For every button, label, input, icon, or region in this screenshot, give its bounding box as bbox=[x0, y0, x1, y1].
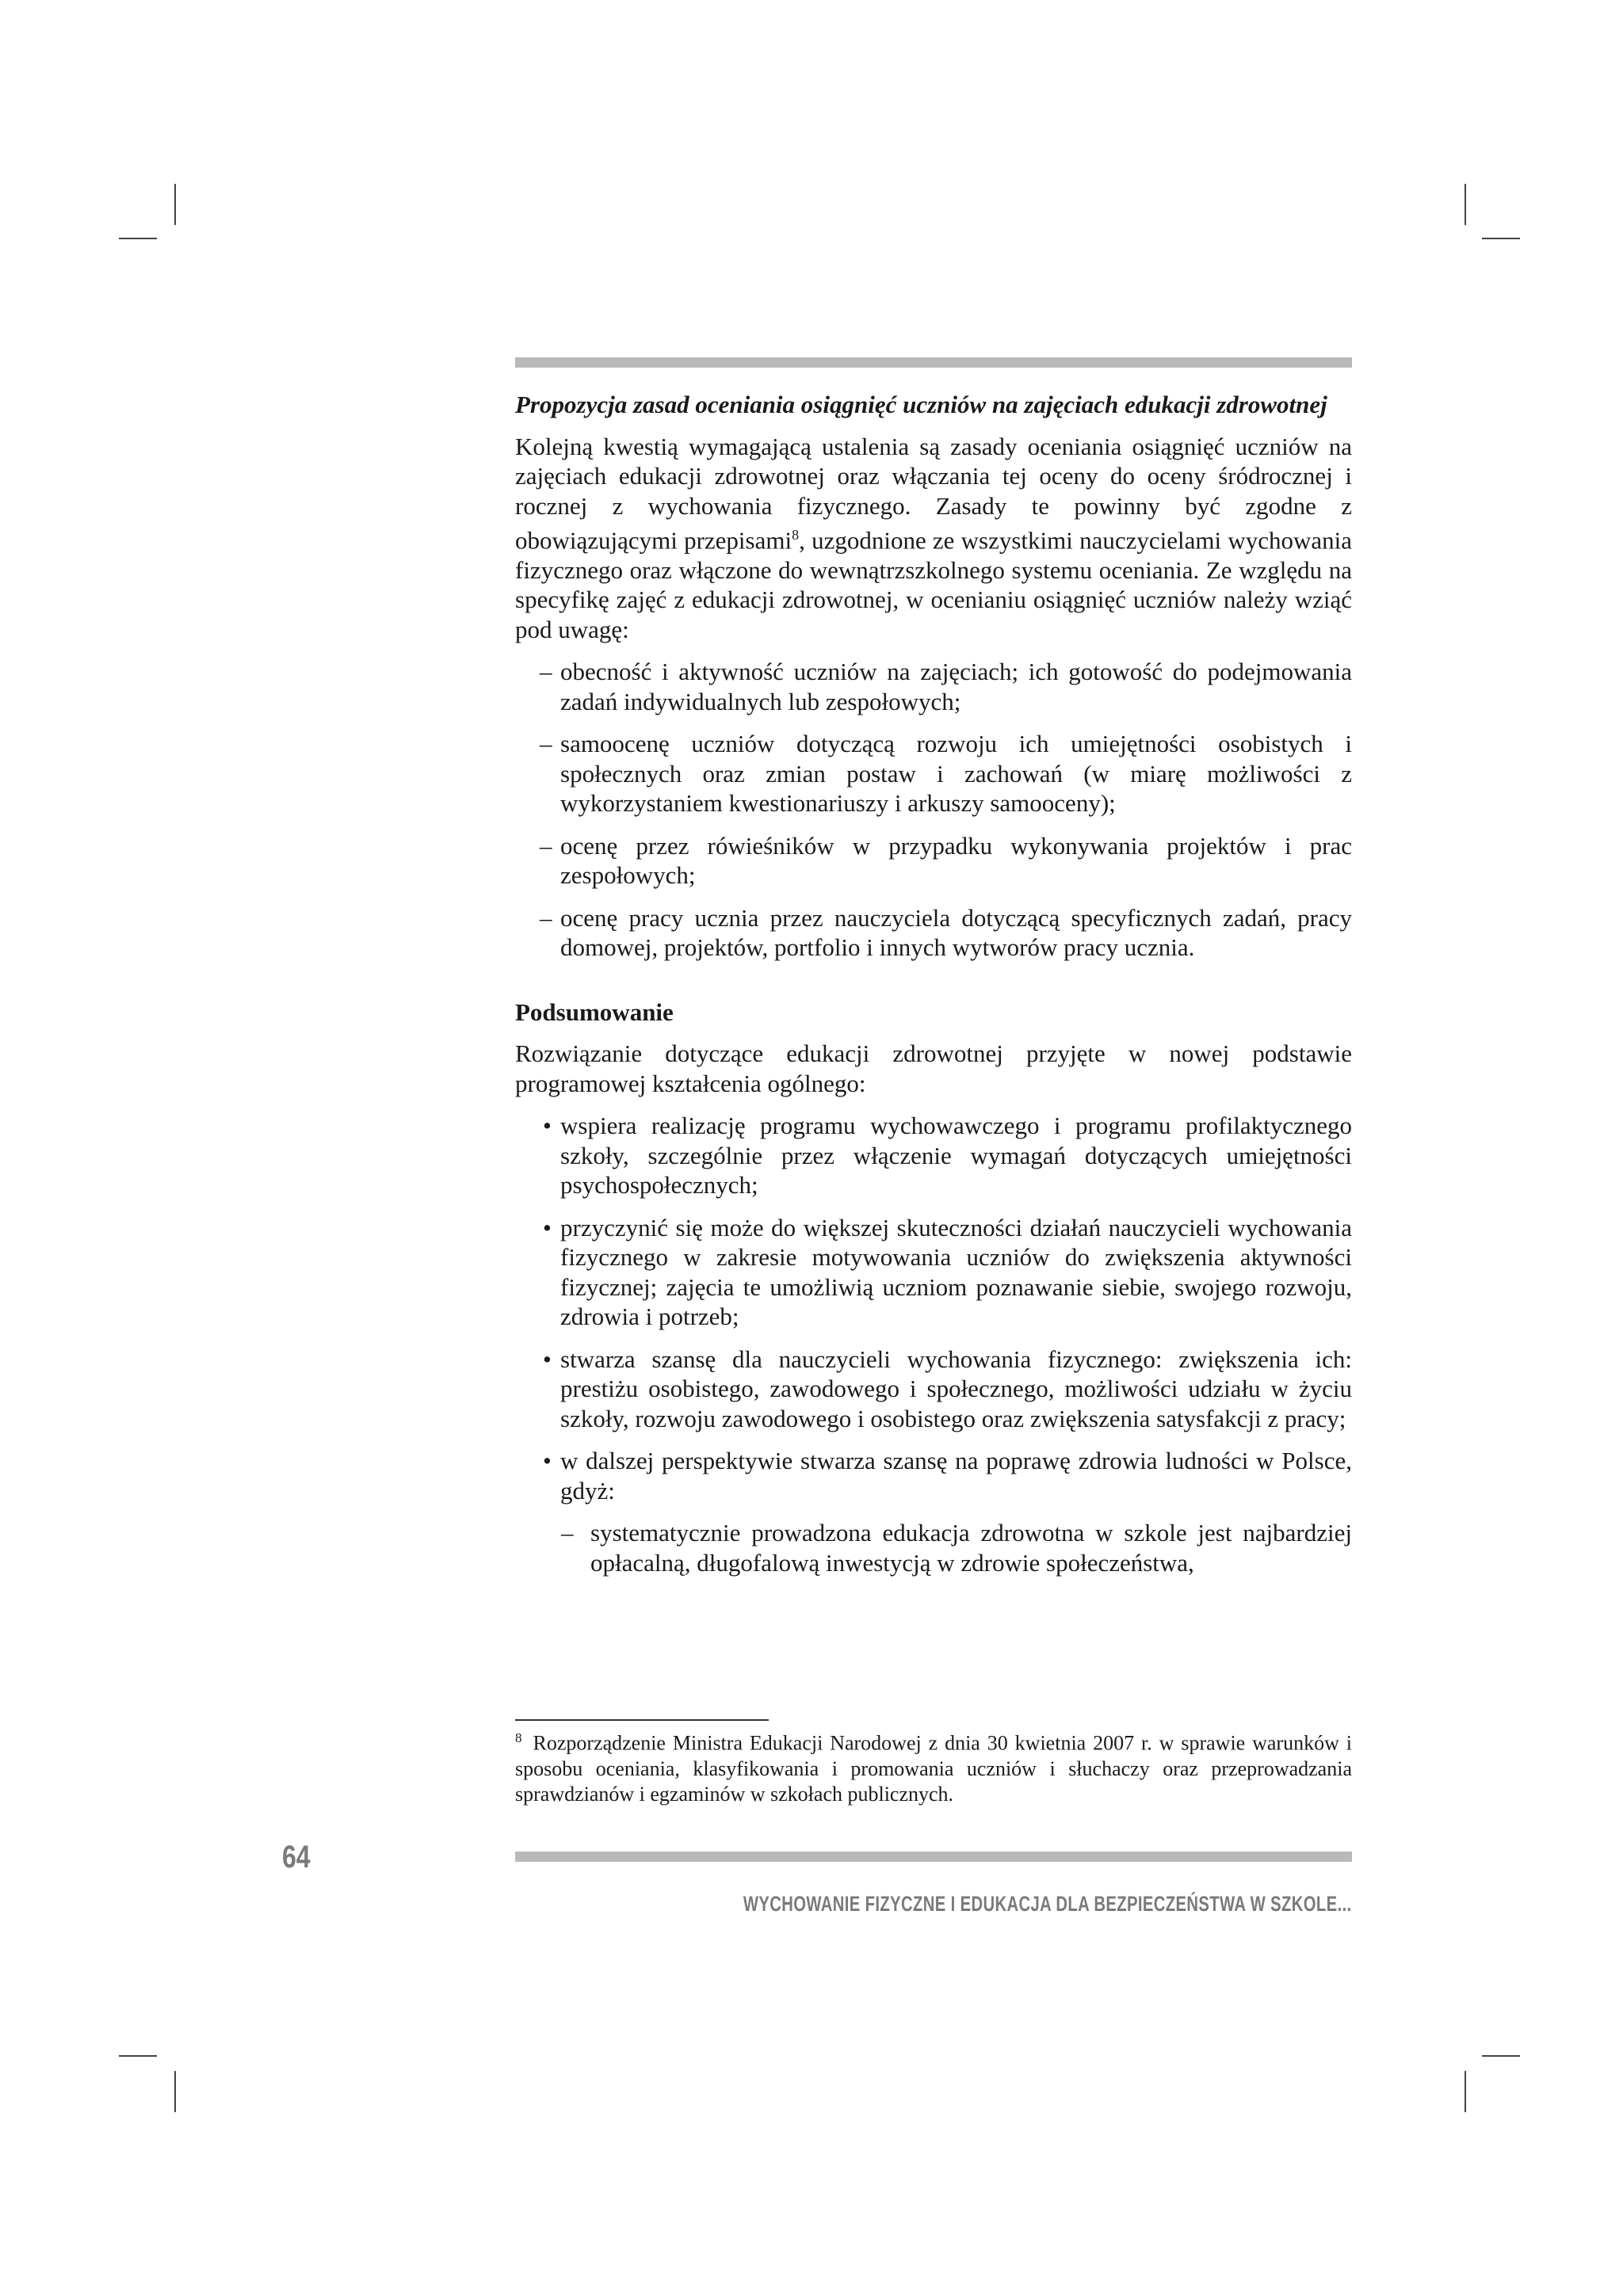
dash-marker: – bbox=[540, 658, 552, 686]
assessment-list bbox=[515, 657, 1352, 963]
list-item-text: ocenę przez rówieśników w przypadku wykonywania projektów i prac zespołowych; bbox=[560, 831, 1352, 890]
list-item bbox=[515, 1213, 1352, 1332]
intro-text-start: Kolejną kwestią wymagającą ustalenia są zasady oceniania osiągnięć uczniów na zajęciach edukacji zdrowotnej oraz włączania tej oceny do oceny śródrocznej i rocznej z wychowania fizycznego. Zasady te powinny być zgodne z obowiązującymi przepisami bbox=[515, 432, 1352, 555]
crop-mark-top-right-vertical bbox=[1465, 184, 1466, 225]
footnote-reference: 8 bbox=[792, 527, 800, 543]
running-footer: WYCHOWANIE FIZYCZNE I EDUKACJA DLA BEZPIECZEŃSTWA W SZKOLE... bbox=[743, 1892, 1352, 1916]
list-item-text: wspiera realizację programu wychowawczego i programu profilaktycznego szkoły, szczególnie przez włączenie wymagań dotyczących umiejętności psychospołecznych; bbox=[560, 1112, 1352, 1199]
list-item bbox=[515, 1111, 1352, 1200]
page-number: 64 bbox=[282, 1840, 311, 1875]
summary-intro: Rozwiązanie dotyczące edukacji zdrowotnej przyjęte w nowej podstawie programowej kształcenia ogólnego: bbox=[515, 1039, 1352, 1097]
section-title: Propozycja zasad oceniania osiągnięć uczniów na zajęciach edukacji zdrowotnej bbox=[515, 391, 1327, 418]
dash-marker: – bbox=[561, 1519, 574, 1547]
list-item-text: stwarza szansę dla nauczycieli wychowania fizycznego: zwiększenia ich: prestiżu osobistego, zawodowego i społecznego, możliwości udziału w życiu szkoły, rozwoju zawodowego i osobistego oraz zwiększenia satysfakcji z pracy; bbox=[560, 1344, 1352, 1432]
dash-marker: – bbox=[540, 831, 552, 860]
bullet-marker: • bbox=[543, 1213, 552, 1241]
intro-text-end: , uzgodnione ze wszystkimi nauczycielami wychowania fizycznego oraz włączone do wewnątrzszkolnego systemu oceniania. Ze względu na specyfikę zajęć z edukacji zdrowotnej, w ocenianiu osiągnięć uczniów należy wziąć pod uwagę: bbox=[515, 526, 1352, 643]
sub-list-item-text: systematycznie prowadzona edukacja zdrowotna w szkole jest najbardziej opłacalną, długofalową inwestycją w zdrowie społeczeństwa, bbox=[590, 1519, 1352, 1577]
dash-marker: – bbox=[540, 903, 552, 932]
footer-rule bbox=[515, 1852, 1352, 1862]
list-item bbox=[515, 903, 1352, 963]
list-item bbox=[515, 729, 1352, 818]
footnote-text: Rozporządzenie Ministra Edukacji Narodowej z dnia 30 kwietnia 2007 r. w sprawie warunków i sposobu oceniania, klasyfikowania i promowania uczniów i słuchaczy oraz przeprowadzania sprawdzianów i egzaminów w szkołach publicznych. bbox=[515, 1731, 1352, 1806]
dash-marker: – bbox=[540, 730, 552, 758]
list-item-text: samoocenę uczniów dotyczącą rozwoju ich umiejętności osobistych i społecznych oraz zmian postaw i zachowań (w miarę możliwości z wykorzystaniem kwestionariuszy i arkuszy samooceny); bbox=[560, 730, 1352, 818]
intro-paragraph bbox=[515, 432, 1352, 645]
bullet-marker: • bbox=[543, 1447, 552, 1475]
summary-heading: Podsumowanie bbox=[515, 997, 674, 1026]
bullet-marker: • bbox=[543, 1112, 552, 1140]
header-rule bbox=[515, 357, 1352, 368]
crop-mark-top-left-vertical bbox=[174, 184, 176, 225]
list-item-text: obecność i aktywność uczniów na zajęciach; ich gotowość do podejmowania zadań indywidualnych lub zespołowych; bbox=[560, 658, 1352, 715]
sub-list-item bbox=[515, 1518, 1352, 1577]
list-item bbox=[515, 1344, 1352, 1434]
footnote bbox=[515, 1726, 1352, 1807]
list-item bbox=[515, 1446, 1352, 1505]
list-item-text: ocenę pracy ucznia przez nauczyciela dotyczącą specyficznych zadań, pracy domowej, projektów, portfolio i innych wytworów pracy ucznia. bbox=[560, 903, 1352, 962]
list-item bbox=[515, 831, 1352, 891]
page-body bbox=[515, 390, 1352, 1577]
crop-mark-bottom-right-horizontal bbox=[1482, 2055, 1520, 2057]
footnote-number: 8 bbox=[515, 1730, 522, 1745]
list-item-text: przyczynić się może do większej skuteczności działań nauczycieli wychowania fizycznego w zakresie motywowania uczniów do zwiększenia aktywności fizycznej; zajęcia te umożliwią uczniom poznawanie siebie, swojego rozwoju, zdrowia i potrzeb; bbox=[560, 1213, 1352, 1331]
footnote-separator bbox=[515, 1719, 769, 1721]
list-item bbox=[515, 657, 1352, 716]
bullet-marker: • bbox=[543, 1344, 552, 1373]
list-item-text: w dalszej perspektywie stwarza szansę na poprawę zdrowia ludności w Polsce, gdyż: bbox=[560, 1447, 1352, 1505]
crop-mark-top-left-horizontal bbox=[119, 238, 157, 239]
crop-mark-bottom-left-horizontal bbox=[119, 2055, 157, 2057]
crop-mark-bottom-right-vertical bbox=[1465, 2071, 1466, 2112]
crop-mark-top-right-horizontal bbox=[1482, 238, 1520, 239]
summary-list bbox=[515, 1111, 1352, 1577]
crop-mark-bottom-left-vertical bbox=[174, 2071, 176, 2112]
